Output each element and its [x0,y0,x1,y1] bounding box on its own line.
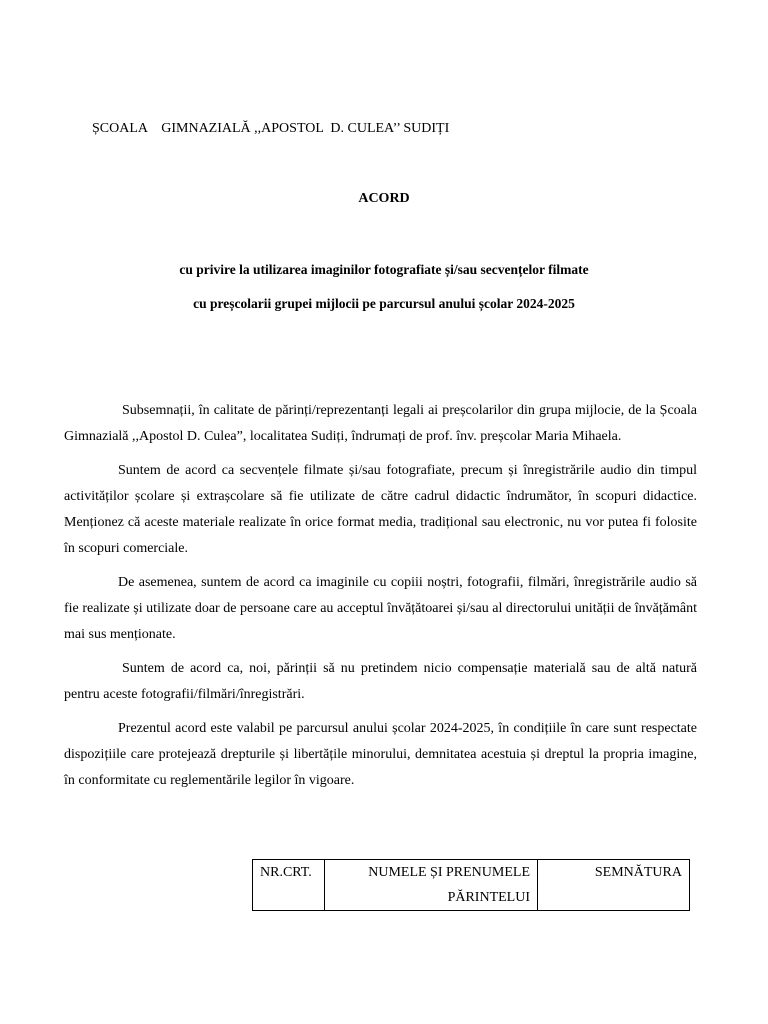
header-nr-crt: NR.CRT. [253,860,325,911]
table-header-row [253,860,690,911]
school-name: ȘCOALA GIMNAZIALĂ ,,APOSTOL D. CULEA’’ SUDIȚI [92,121,450,136]
document-subtitle-line-2: cu preșcolarii grupei mijlocii pe parcursul anului școlar 2024-2025 [193,296,575,311]
signature-table [252,859,690,911]
header-signature: SEMNĂTURA [538,860,690,911]
paragraph-validity: Prezentul acord este valabil pe parcursul anului școlar 2024-2025, în condițiile în care sunt respectate dispozițiile care protejează drepturile și libertățile minorului, demnitatea acestuia și dreptul la propria imagine, în conformitate cu reglementările legilor în vigoare. [64,721,697,788]
paragraph-authorized-persons: De asemenea, suntem de acord ca imaginile cu copiii noștri, fotografii, filmări, înregistrările audio să fie realizate și utilizate doar de persoane care au acceptul învățătoarei și/sau al directorului unității de învățământ mai sus menționate. [64,575,697,642]
document-body [64,398,697,802]
document-subtitle-line-1: cu privire la utilizarea imaginilor fotografiate și/sau secvențelor filmate [179,262,589,277]
header-parent-name: NUMELE ȘI PRENUMELE PĂRINTELUI [325,860,538,911]
paragraph-media-usage: Suntem de acord ca secvențele filmate și/sau fotografiate, precum și înregistrările audio din timpul activităților școlare și extrașcolare să fie utilizate de către cadrul didactic îndrumător, în scopuri didactice. Menționez că aceste materiale realizate în orice format media, tradițional sau electronic, nu vor putea fi folosite în scopuri comerciale. [64,463,697,556]
paragraph-no-compensation: Suntem de acord ca, noi, părinții să nu pretindem nicio compensație materială sau de altă natură pentru aceste fotografii/filmări/înregistrări. [64,661,697,702]
document-title: ACORD [358,191,410,206]
paragraph-consent-intro: Subsemnații, în calitate de părinți/reprezentanți legali ai preșcolarilor din grupa mijlocie, de la Școala Gimnazială ,,Apostol D. Culea”, localitatea Sudiți, îndrumați de prof. înv. preșcolar Maria Mihaela. [64,403,697,444]
